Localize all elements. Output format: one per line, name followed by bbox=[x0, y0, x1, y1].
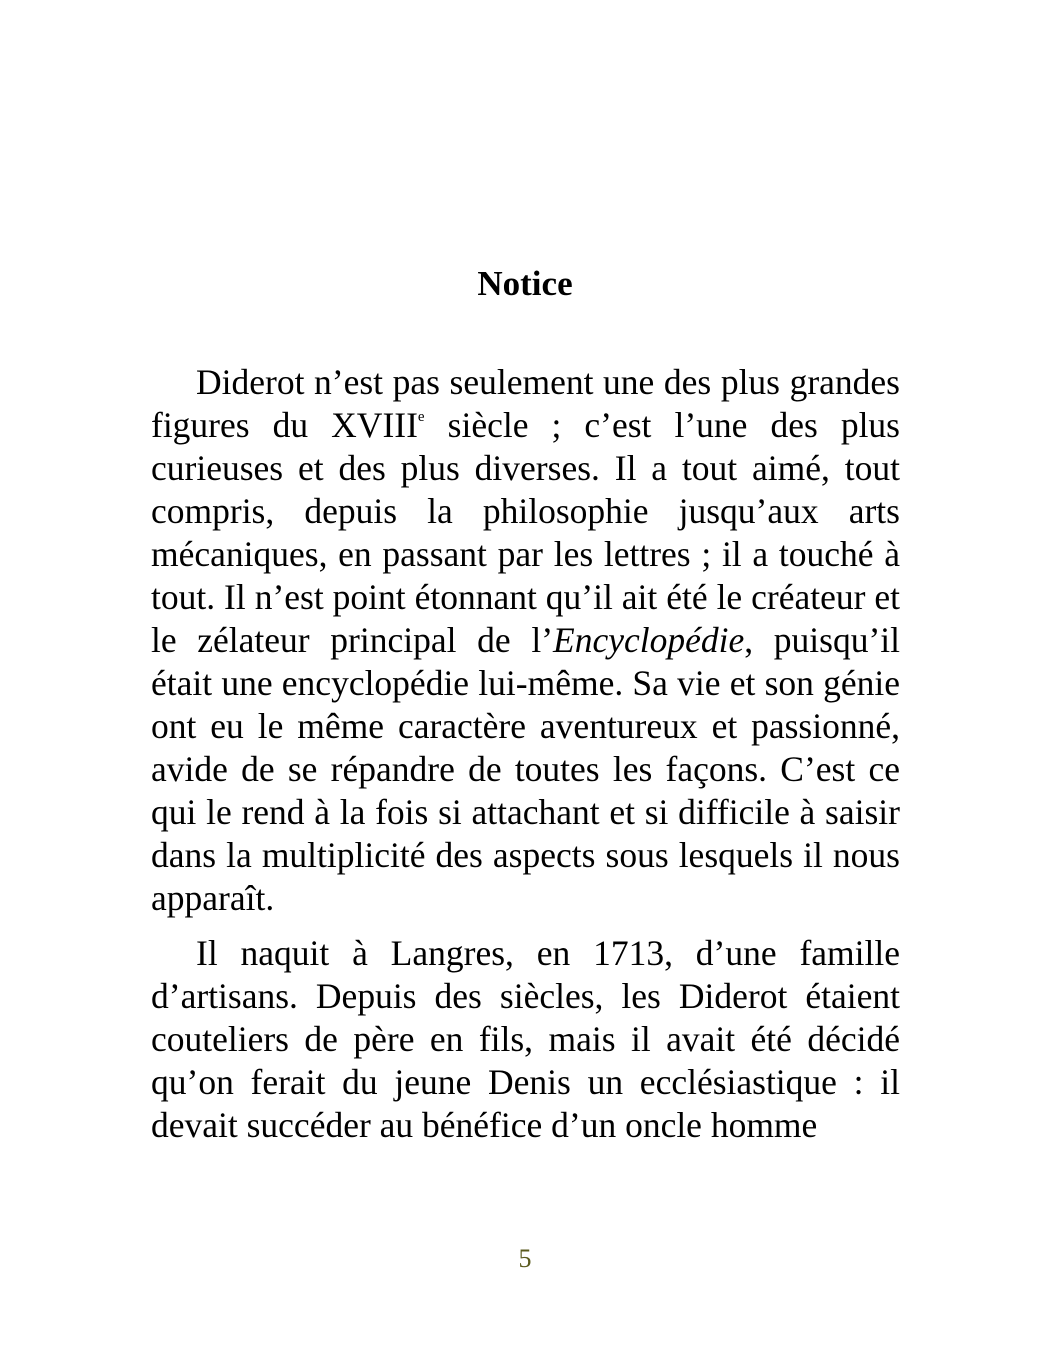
paragraph-1-text-middle: siècle ; c’est l’une des plus curieuses et des plus diverses. Il a tout aimé, tout compris, depuis la philosophie jusqu’aux arts mécaniques, en passant par les lettres ; il a touché à tout. Il n’est point étonnant qu’il ait été le créateur et le zélateur principal de l’ bbox=[151, 405, 900, 660]
paragraph-2: Il naquit à Langres, en 1713, d’une famille d’artisans. Depuis des siècles, les Diderot étaient couteliers de père en fils, mais il avait été décidé qu’on ferait du jeune Denis un ecclésiastique : il devait succéder au bénéfice d’un oncle homme bbox=[151, 933, 900, 1145]
page-number: 5 bbox=[518, 1244, 532, 1273]
page-title: Notice bbox=[477, 264, 573, 303]
century-superscript: e bbox=[417, 409, 425, 425]
paragraph-1-text-start: Diderot n’est pas seulement une des plus grandes figures du XVIII bbox=[151, 362, 900, 445]
paragraph-1 bbox=[151, 361, 900, 920]
body-text bbox=[151, 361, 900, 1159]
encyclopedie-title: Encyclopédie bbox=[553, 620, 745, 660]
paragraph-1-text-end: , puisqu’il était une encyclopédie lui-même. Sa vie et son génie ont eu le même caractère aventureux et passionné, avide de se répandre de toutes les façons. C’est ce qui le rend à la fois si attachant et si difficile à saisir dans la multiplicité des aspects sous lesquels il nous apparaît. bbox=[151, 620, 900, 918]
